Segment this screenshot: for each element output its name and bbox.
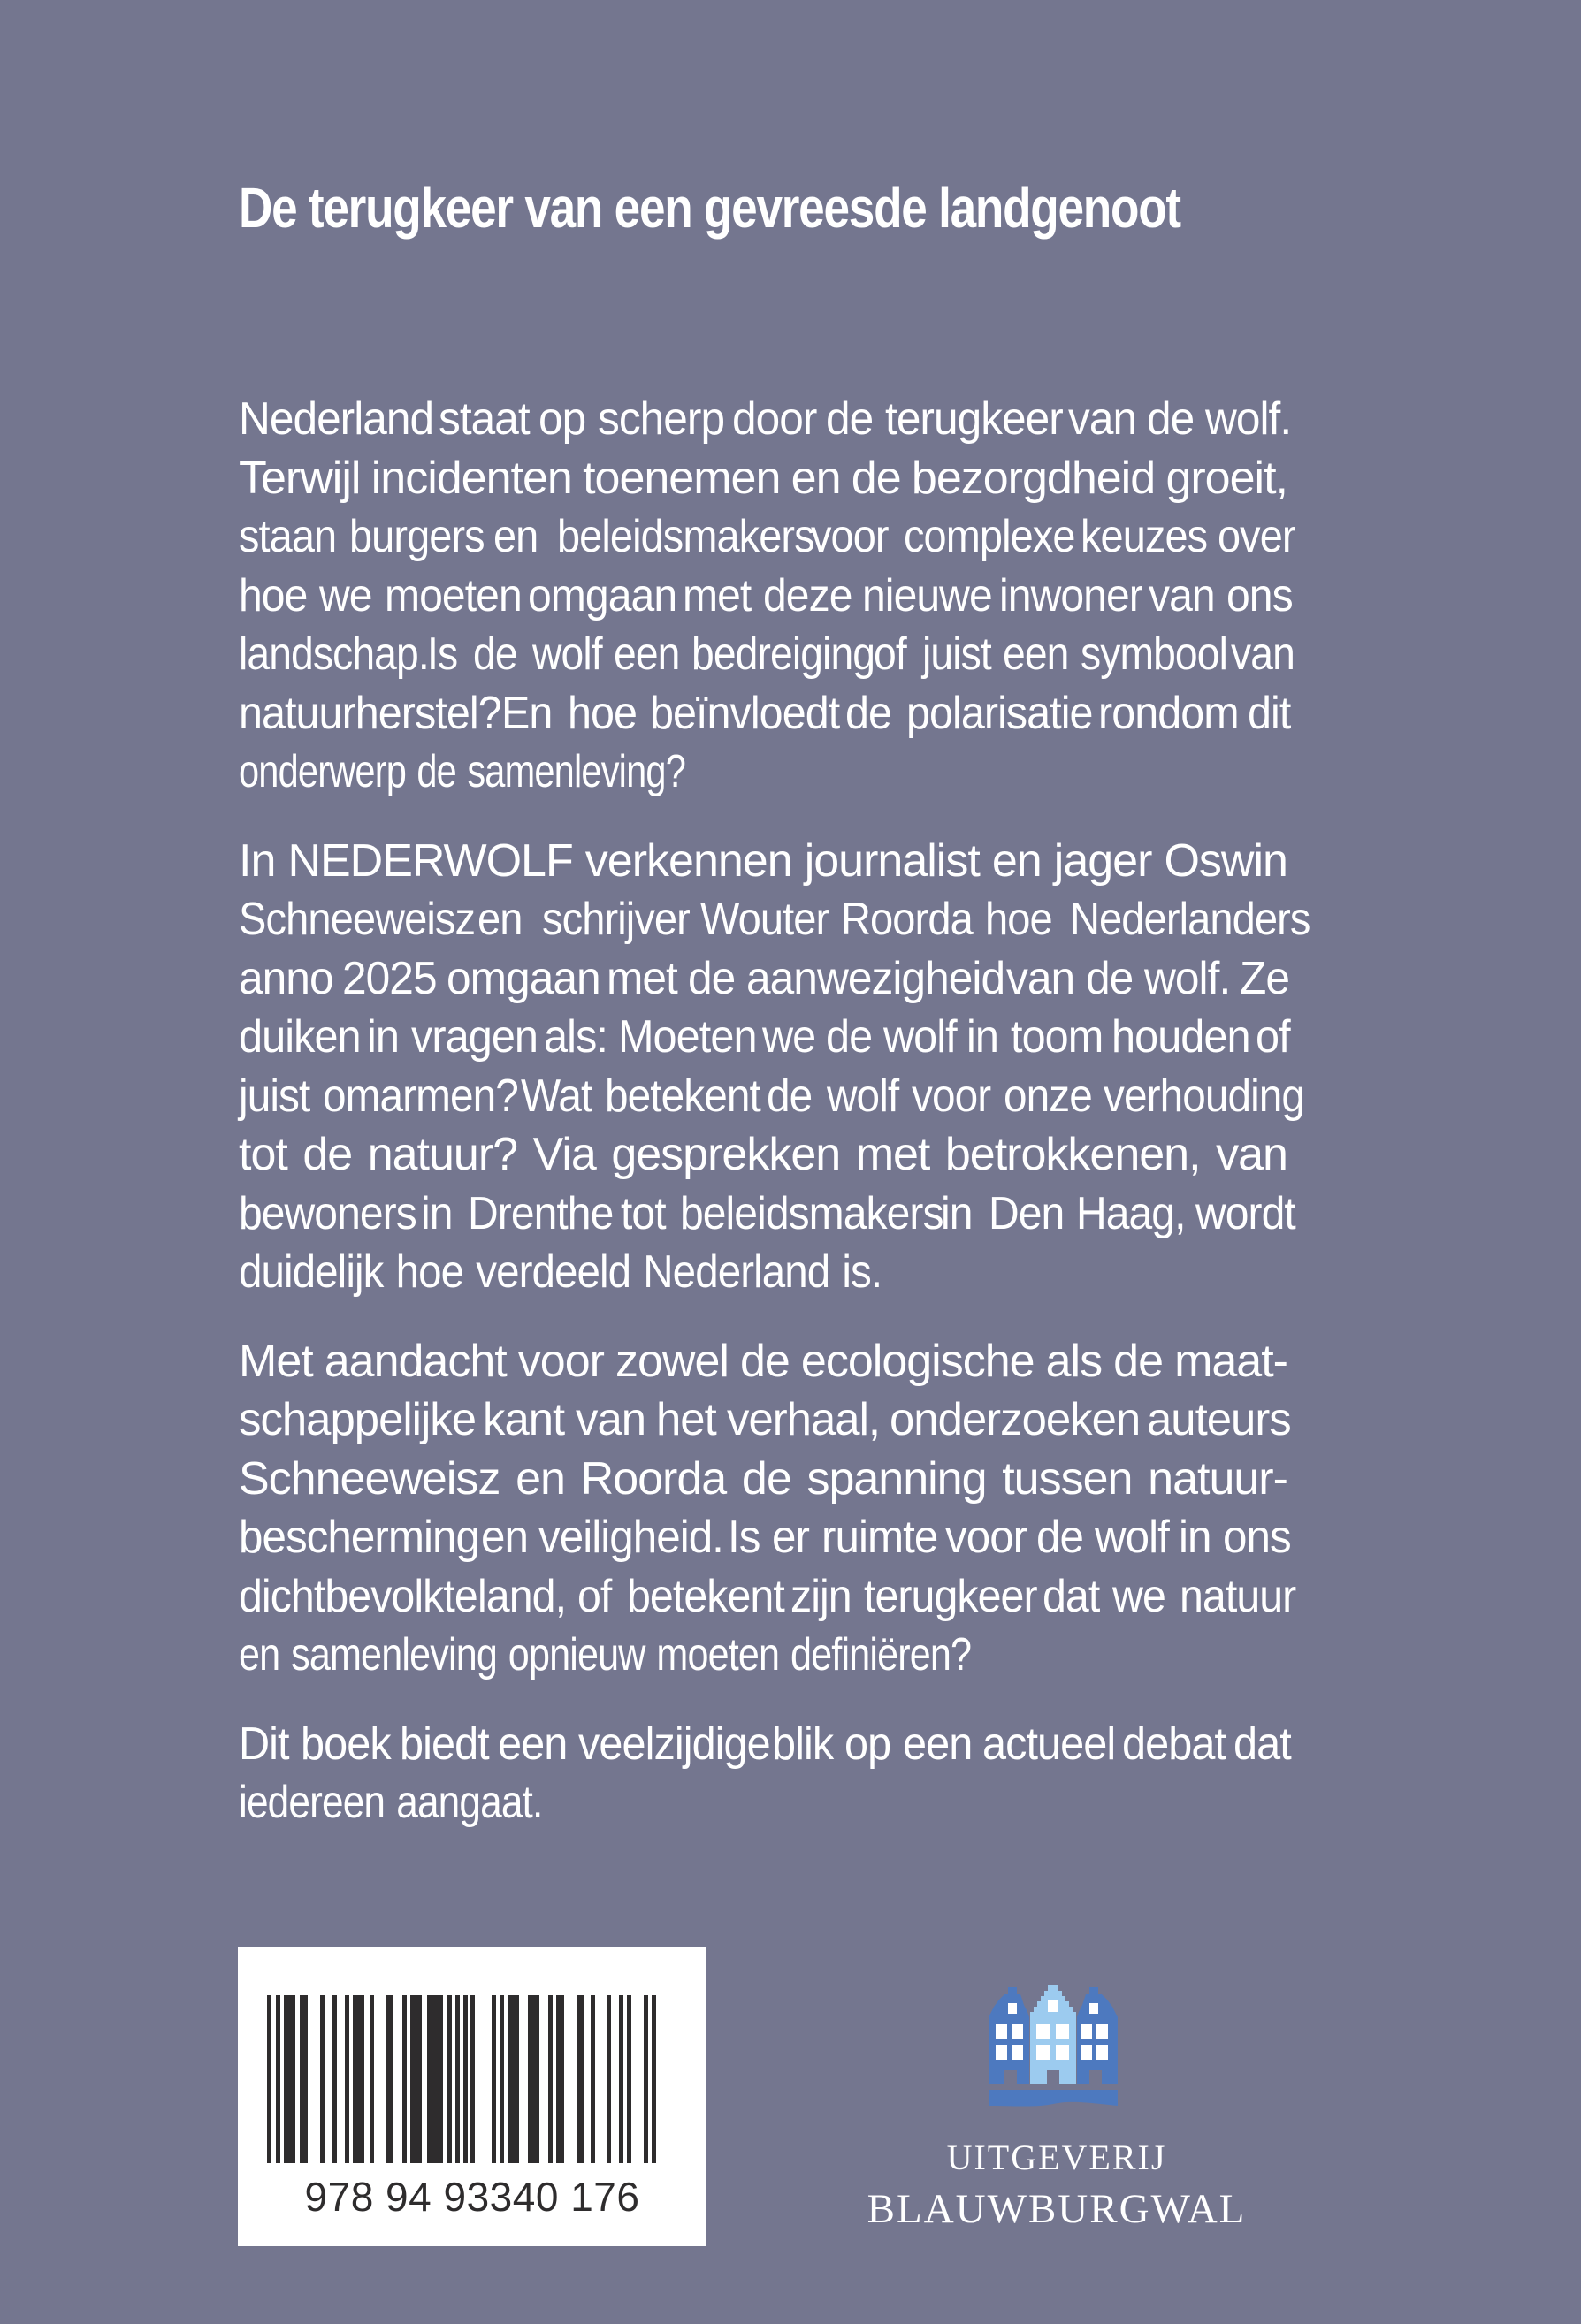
blurb-line: Met aandacht voor zowel de ecologische als de maat- [239,1335,1287,1387]
blurb-line: hoe we moeten omgaan met deze nieuwe inwoner van ons [239,569,1293,621]
blurb-line: natuurherstel? En hoe beïnvloedt de polarisatie rondom dit [239,687,1291,739]
blurb-paragraph [239,1332,1296,1685]
blurb-paragraph [239,390,1295,802]
blurb-line: en samenleving opnieuw moeten definiëren? [239,1629,972,1680]
blurb-line: landschap. Is de wolf een bedreiging of juist een symbool van [239,629,1295,680]
blurb-paragraph [239,1715,1292,1833]
blurb-line: In NEDERWOLF verkennen journalist en jager Oswin [239,834,1287,887]
blurb-line: Schneeweisz en schrijver Wouter Roorda hoe Nederlanders [239,894,1310,945]
blurb-line: Schneeweisz en Roorda de spanning tussen natuur- [239,1452,1287,1505]
blurb-line: dichtbevolkte land, of betekent zijn terugkeer dat we natuur [239,1570,1296,1622]
blurb-line: anno 2025 omgaan met de aanwezigheid van de wolf. Ze [239,952,1290,1004]
blurb-line: staan burgers en beleidsmakers voor complexe keuzes over [239,511,1295,562]
blurb-line: iedereen aangaat. [239,1777,543,1828]
blurb-line: Nederland staat op scherp door de terugkeer van de wolf. [239,393,1292,445]
publisher-logo-canal-houses-icon [989,1985,1118,2107]
blurb-line: onderwerp de samenleving? [239,746,685,797]
back-cover-title: De terugkeer van een gevreesde landgenoot [239,176,1180,240]
blurb-line: schappelijke kant van het verhaal, onderzoeken auteurs [239,1394,1291,1445]
publisher-name-line1: UITGEVERIJ [946,2137,1167,2177]
blurb-line: Dit boek biedt een veelzijdige blik op een actueel debat dat [239,1718,1292,1770]
blurb-line: Terwijl incidenten toenemen en de bezorgdheid groeit, [239,452,1287,504]
isbn-number: 978 94 93340 176 [304,2174,640,2220]
blurb-line: tot de natuur? Via gesprekken met betrokkenen, van [239,1129,1287,1180]
blurb-line: juist omarmen? Wat betekent de wolf voor onze verhouding [239,1070,1304,1122]
publisher-name-line2: BLAUWBURGWAL [867,2186,1247,2232]
blurb-paragraph [239,832,1310,1302]
blurb-line: duiken in vragen als: Moeten we de wolf in toom houden of [239,1011,1290,1063]
blurb [239,390,1310,1863]
isbn-barcode [238,1947,706,2246]
blurb-line: duidelijk hoe verdeeld Nederland is. [239,1246,882,1298]
blurb-line: bescherming en veiligheid. Is er ruimte voor de wolf in ons [239,1512,1291,1563]
barcode-bars-icon [267,1995,656,2163]
blurb-line: bewoners in Drenthe tot beleidsmakers in Den Haag, wordt [239,1187,1295,1239]
